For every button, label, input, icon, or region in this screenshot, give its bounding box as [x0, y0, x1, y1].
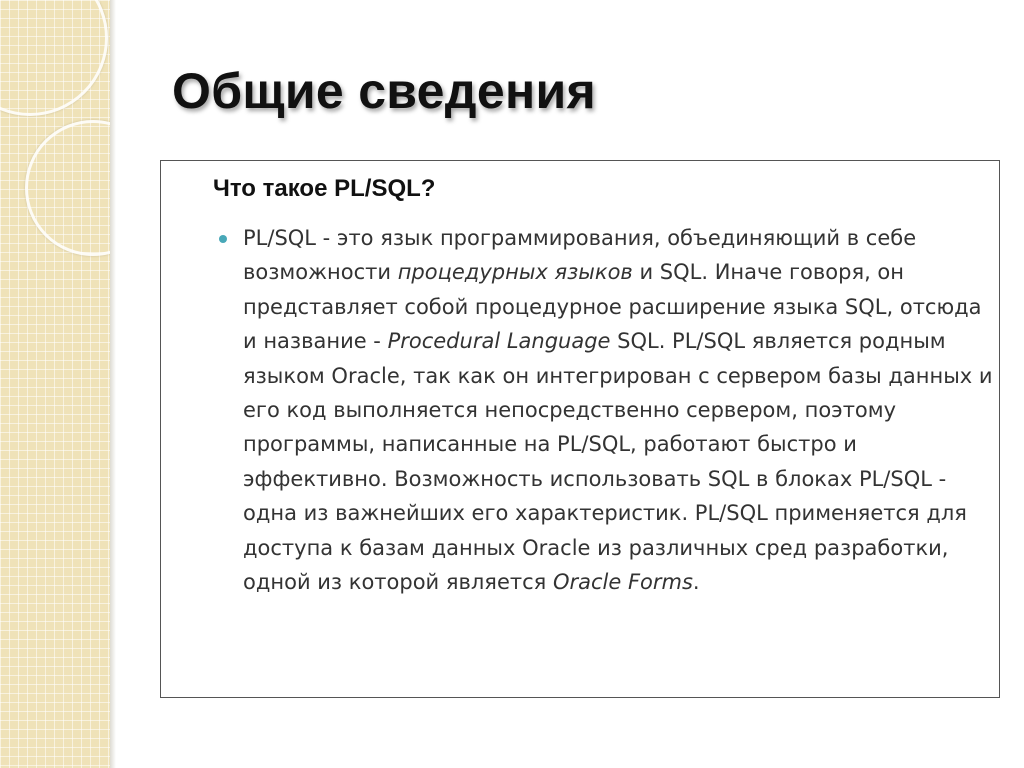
- paragraph-italic: Procedural Language: [387, 329, 611, 354]
- content-box: [160, 160, 1000, 698]
- paragraph-text: и SQL. Иначе говоря, он представляет собой процедурное расширение языка SQL, отсюда и название -: [243, 260, 982, 354]
- paragraph-text: .: [692, 570, 700, 595]
- paragraph-italic: процедурных языков: [397, 260, 633, 285]
- section-heading: Что такое PL/SQL?: [213, 175, 436, 202]
- slide-title: Общие сведения: [172, 63, 596, 119]
- decorative-ring: [0, 0, 108, 116]
- bullet-paragraph: [243, 221, 993, 599]
- bullet-icon: [219, 235, 227, 243]
- decorative-side-strip: [0, 0, 110, 768]
- decorative-ring: [25, 120, 110, 256]
- side-strip-shadow: [110, 0, 116, 768]
- paragraph-text: SQL. PL/SQL является родным языком Oracle, так как он интегрирован с сервером базы данных и его код выполняется непосредственно сервером, поэтому программы, написанные на PL/SQL, работают быстро и эффективно. Возможность использовать SQL в блоках PL/SQL - одна из важнейших его характеристик. PL/SQL применяется для доступа к базам данных Oracle из различных сред разработки, одной из которой является: [243, 329, 993, 595]
- paragraph-italic: Oracle Forms: [552, 570, 693, 595]
- paragraph-text: PL/SQL - это язык программирования, объединяющий в себе возможности: [243, 226, 917, 285]
